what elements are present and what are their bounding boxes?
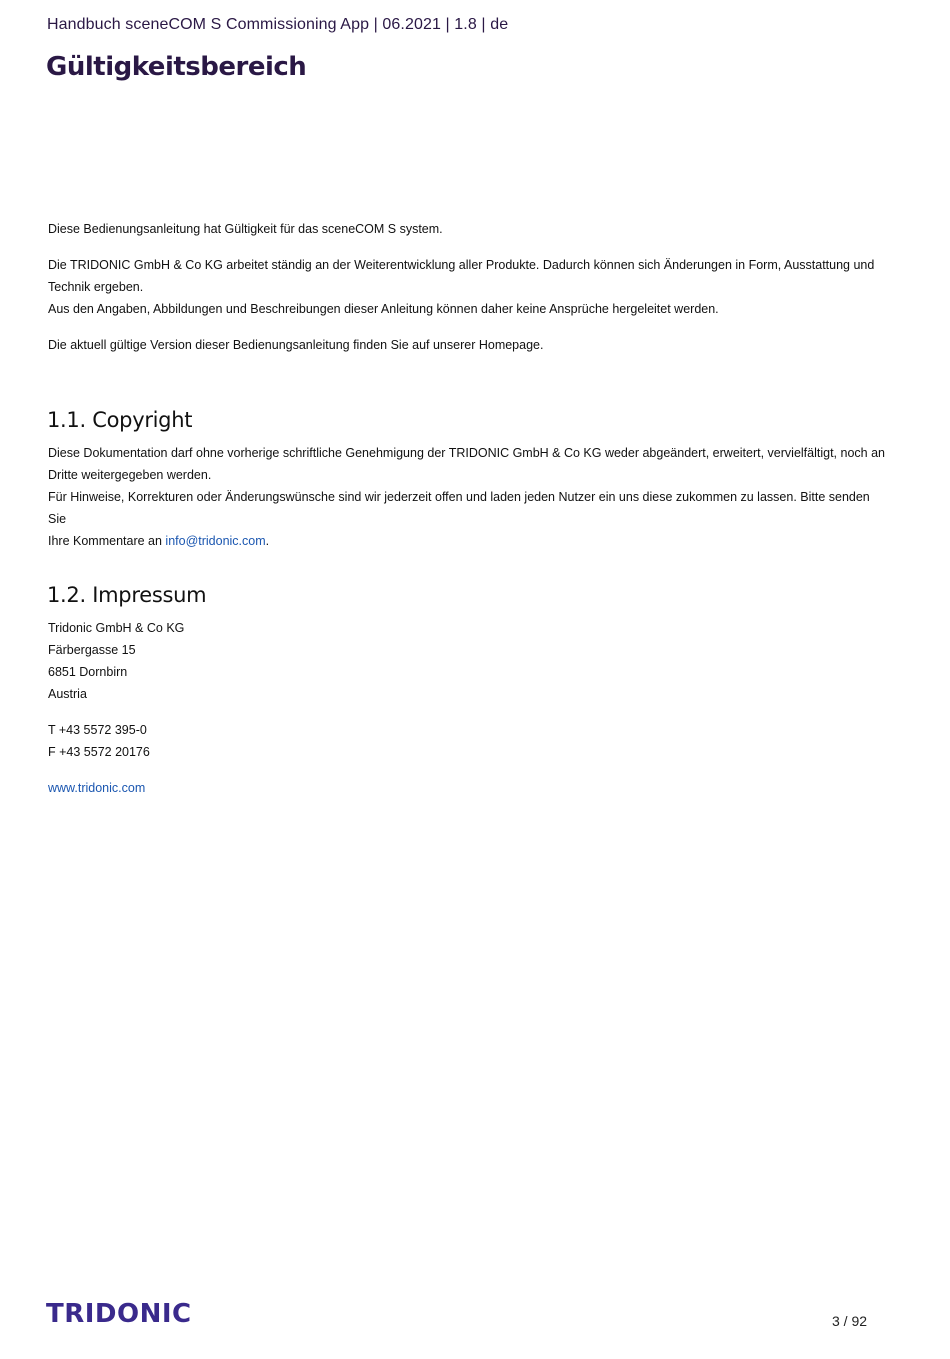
copyright-line-4-suffix: . (265, 534, 270, 548)
impressum-phone: T +43 5572 395-0 (48, 723, 147, 737)
intro-paragraph-2-line-3: Aus den Angaben, Abbildungen und Beschreibungen dieser Anleitung können daher keine Ansprüche hergeleitet werden. (48, 302, 719, 316)
intro-section (48, 218, 888, 356)
impressum-street: Färbergasse 15 (48, 643, 136, 657)
intro-paragraph-2-line-2: Technik ergeben. (48, 280, 144, 294)
running-header: Handbuch sceneCOM S Commissioning App | 06.2021 | 1.8 | de (47, 16, 509, 33)
website-link[interactable]: www.tridonic.com (48, 781, 146, 795)
copyright-line-2: Dritte weitergegeben werden. (48, 468, 212, 482)
intro-paragraph-2-line-1: Die TRIDONIC GmbH & Co KG arbeitet ständig an der Weiterentwicklung aller Produkte. Dadurch können sich Änderungen in Form, Ausstattung und (48, 258, 875, 272)
page-title: Gültigkeitsbereich (46, 52, 307, 82)
page-number: 3 / 92 (832, 1313, 868, 1329)
email-link[interactable]: info@tridonic.com (165, 534, 266, 548)
copyright-line-4-prefix: Ihre Kommentare an (48, 534, 166, 548)
impressum-heading: 1.2. Impressum (47, 583, 207, 607)
intro-paragraph-3: Die aktuell gültige Version dieser Bedienungsanleitung finden Sie auf unserer Homepage. (48, 338, 544, 352)
copyright-line-3: Für Hinweise, Korrekturen oder Änderungswünsche sind wir jederzeit offen und laden jeden Nutzer ein uns diese zukommen zu lassen. Bitte senden Sie (48, 490, 870, 526)
impressum-city: 6851 Dornbirn (48, 665, 128, 679)
impressum-company: Tridonic GmbH & Co KG (48, 621, 185, 635)
impressum-fax: F +43 5572 20176 (48, 745, 150, 759)
tridonic-logo: TRIDONIC (46, 1299, 192, 1329)
intro-paragraph-1: Diese Bedienungsanleitung hat Gültigkeit für das sceneCOM S system. (48, 222, 443, 236)
impressum-section (48, 617, 888, 799)
impressum-country: Austria (48, 687, 87, 701)
copyright-line-4 (48, 530, 888, 552)
copyright-section (48, 442, 888, 552)
impressum-website (48, 777, 888, 799)
copyright-heading: 1.1. Copyright (47, 408, 193, 432)
copyright-line-1: Diese Dokumentation darf ohne vorherige schriftliche Genehmigung der TRIDONIC GmbH & Co KG weder abgeändert, erweitert, vervielfältigt, noch an (48, 446, 885, 460)
